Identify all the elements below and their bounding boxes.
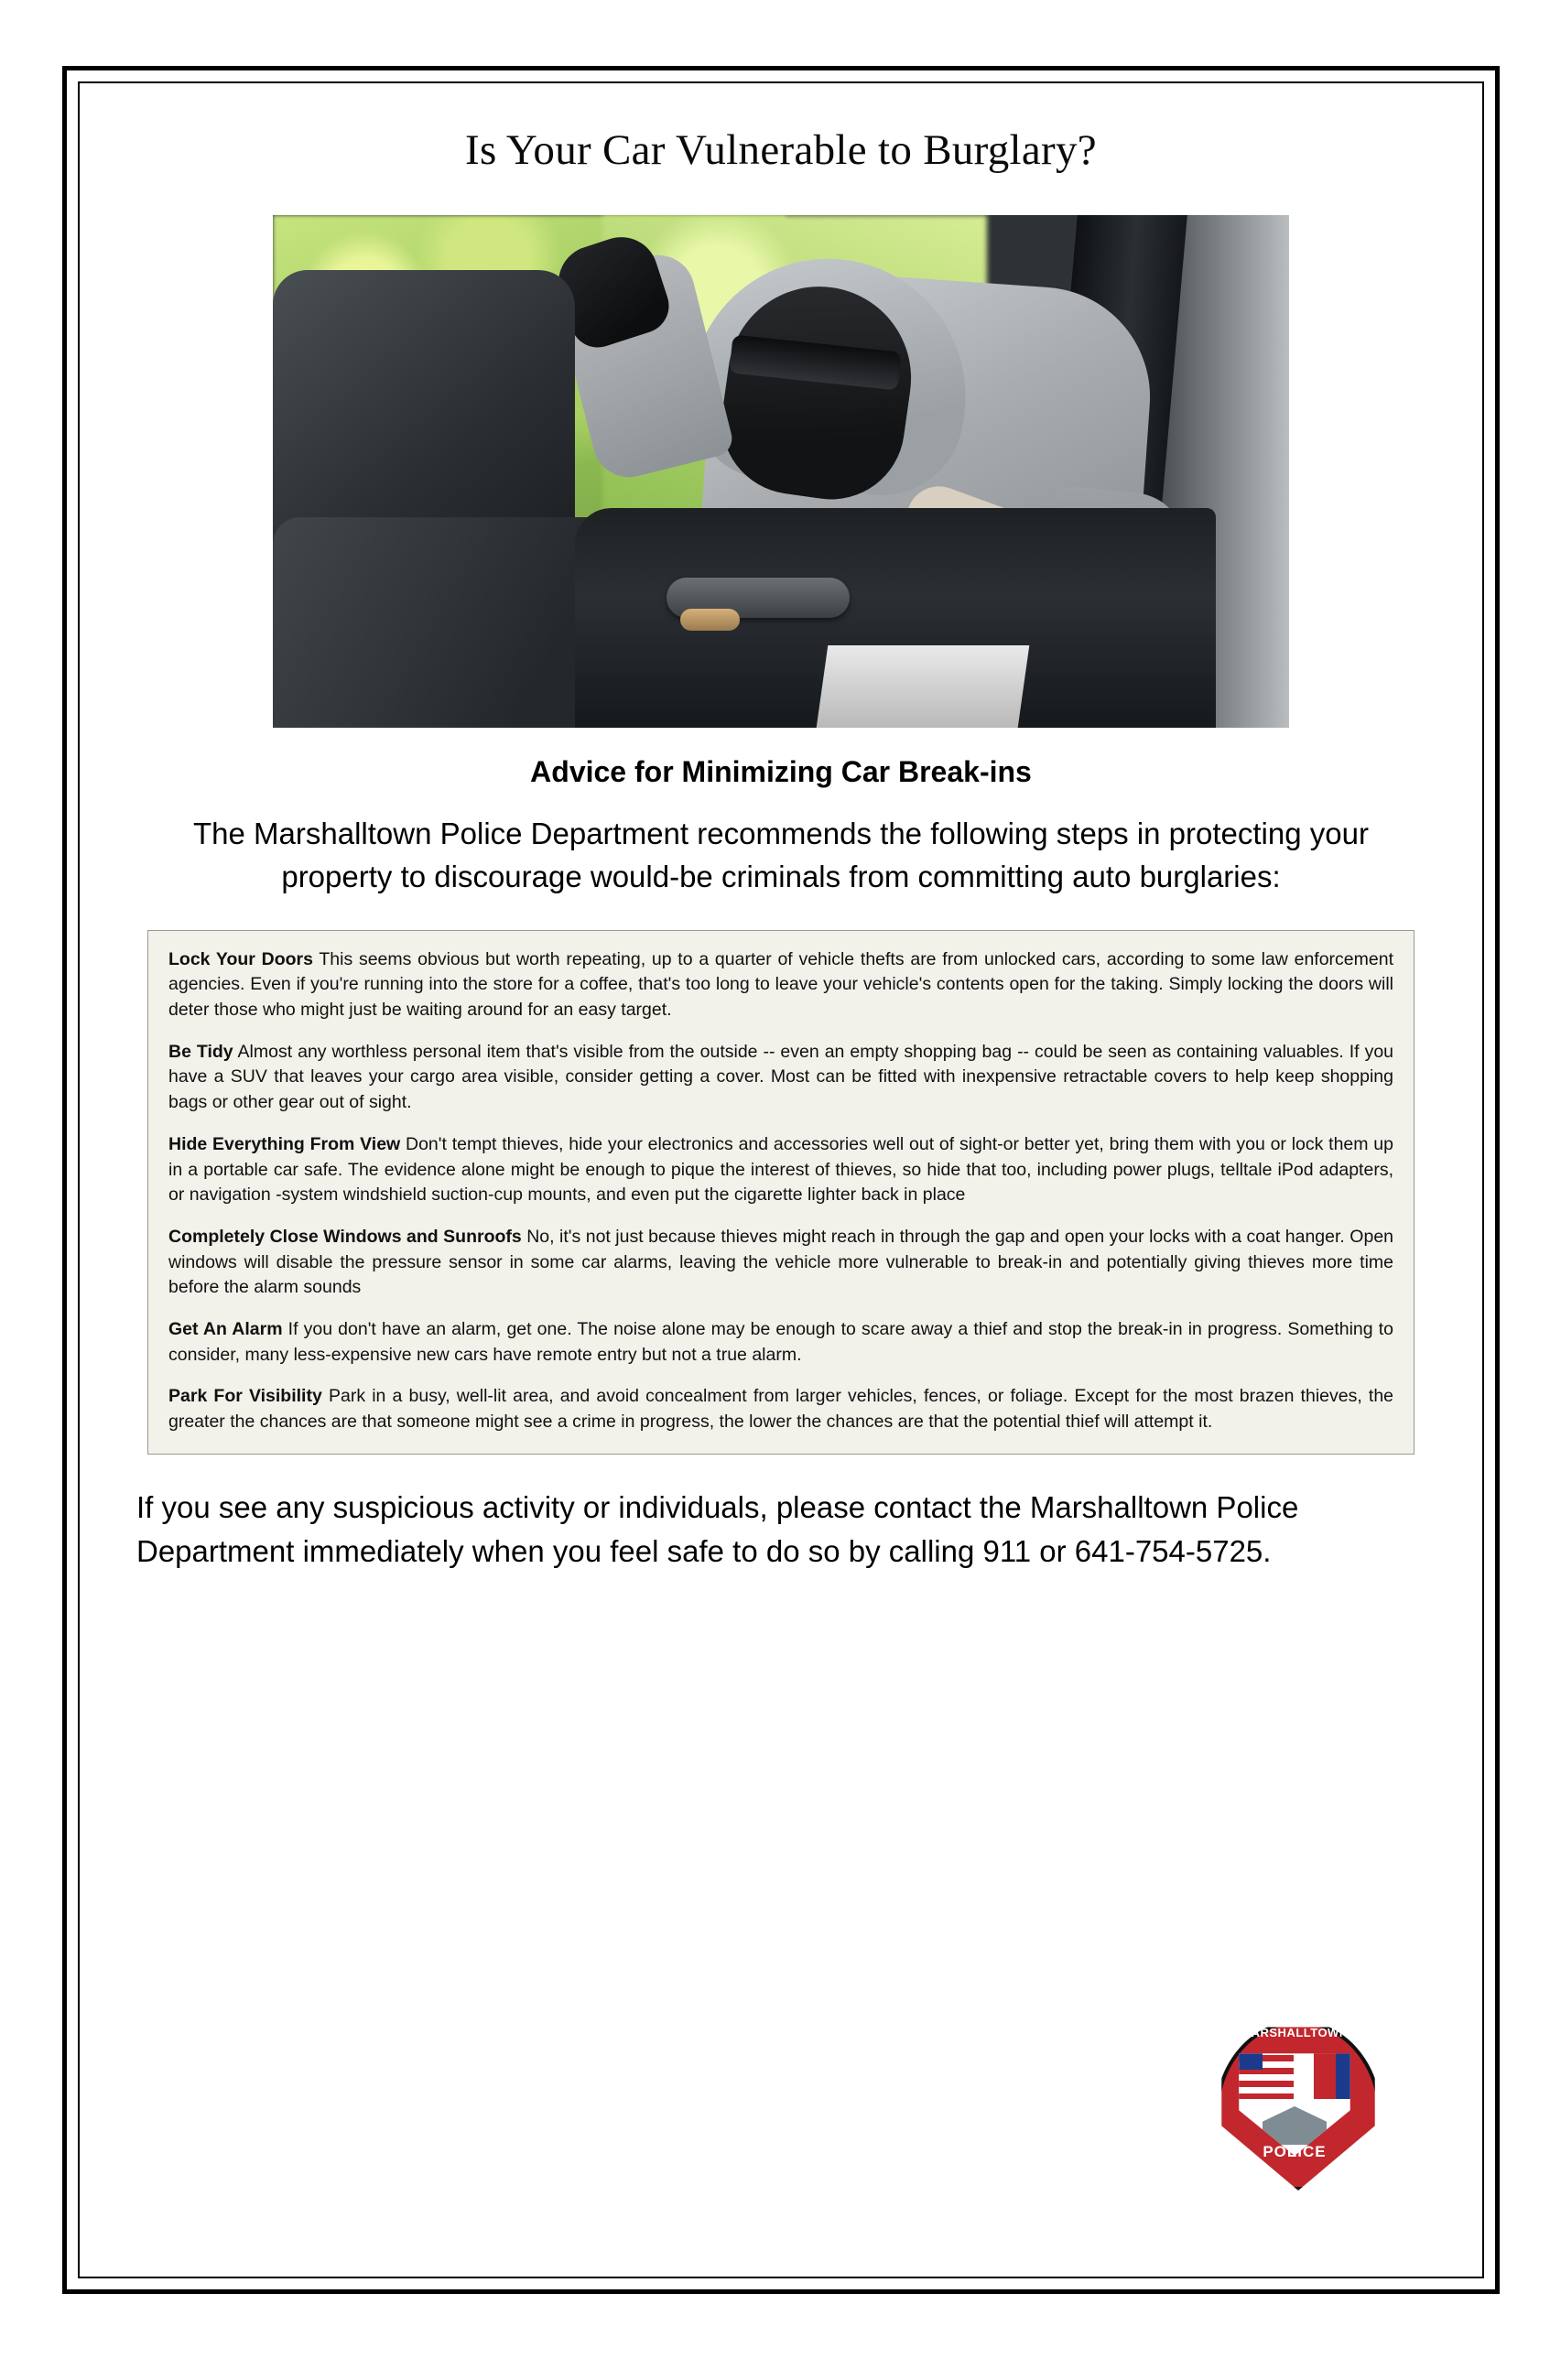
tip-item [168,1384,1393,1434]
tip-text: No, it's not just because thieves might reach in through the gap and open your locks with a coat hanger. Open windows will disable the pressure sensor in some car alarms, leaving the vehicle more vulnerable to break-in and potentially giving thieves more time before the alarm sounds [168,1226,1394,1298]
tip-term: Lock Your Doors [168,948,313,969]
badge-top-label: MARSHALLTOWN [1241,2026,1349,2039]
photo-door-handle [680,609,740,631]
tip-term: Completely Close Windows and Sunroofs [168,1226,522,1247]
badge-bottom-label: POLICE [1263,2143,1327,2160]
tip-item [168,947,1393,1023]
tips-box [147,930,1415,1455]
page-title: Is Your Car Vulnerable to Burglary? [465,126,1097,174]
tip-item [168,1132,1393,1208]
tip-item [168,1317,1393,1368]
section-heading: Advice for Minimizing Car Break-ins [530,755,1032,788]
police-badge-graphic [1208,2015,1382,2189]
hero-photo [273,215,1289,728]
tip-text: Almost any worthless personal item that's visible from the outside -- even an empty shopping bag -- could be seen as containing valuables. If you have a SUV that leaves your cargo area visible, consider getting a cover. Most can be fitted with inexpensive retractable covers to help keep shopping bags or other gear out of sight. [168,1041,1394,1113]
tip-text: Don't tempt thieves, hide your electronics and accessories well out of sight-or better yet, bring them with you or lock them up in a portable car safe. The evidence alone might be enough to pique the interest of thieves, so hide that too, including power plugs, telltale iPod adapters, or navigation -system windshield suction-cup mounts, and even put the cigarette lighter back in place [168,1133,1393,1206]
flyer-inner-border [78,81,1484,2278]
flyer-outer-border [62,66,1500,2294]
photo-laptop [817,645,1030,728]
tip-term: Be Tidy [168,1041,233,1062]
hero-photo-image [273,215,1289,728]
tip-item [168,1040,1393,1116]
tip-text: This seems obvious but worth repeating, up to a quarter of vehicle thefts are from unlocked cars, according to some law enforcement agencies. Even if you're running into the store for a coffee, that's too long to leave your vehicle's contents open for the taking. Simply locking the doors will deter those who might just be waiting around for an easy target. [168,948,1393,1021]
intro-paragraph: The Marshalltown Police Department recommends the following steps in protecting your property to discourage would-be criminals from committing auto burglaries: [193,817,1369,893]
tip-term: Hide Everything From View [168,1133,401,1154]
flyer-content [80,83,1482,2277]
tip-term: Get An Alarm [168,1318,283,1339]
tip-item [168,1225,1393,1301]
tip-text: Park in a busy, well-lit area, and avoid concealment from larger vehicles, fences, or foliage. Except for the most brazen thieves, the greater the chances are that someone might see a crime in progress, the lower the chances are that the potential thief will attempt it. [168,1386,1394,1433]
police-badge [1208,2015,1382,2189]
closing-paragraph: If you see any suspicious activity or individuals, please contact the Marshalltown Police Department immediately when you feel safe to do so by calling 911 or 641-754-5725. [136,1489,1299,1568]
tip-text: If you don't have an alarm, get one. The noise alone may be enough to scare away a thief and stop the break-in in progress. Something to consider, many less-expensive new cars have remote entry but not a true alarm. [168,1318,1393,1365]
tip-term: Park For Visibility [168,1386,322,1407]
